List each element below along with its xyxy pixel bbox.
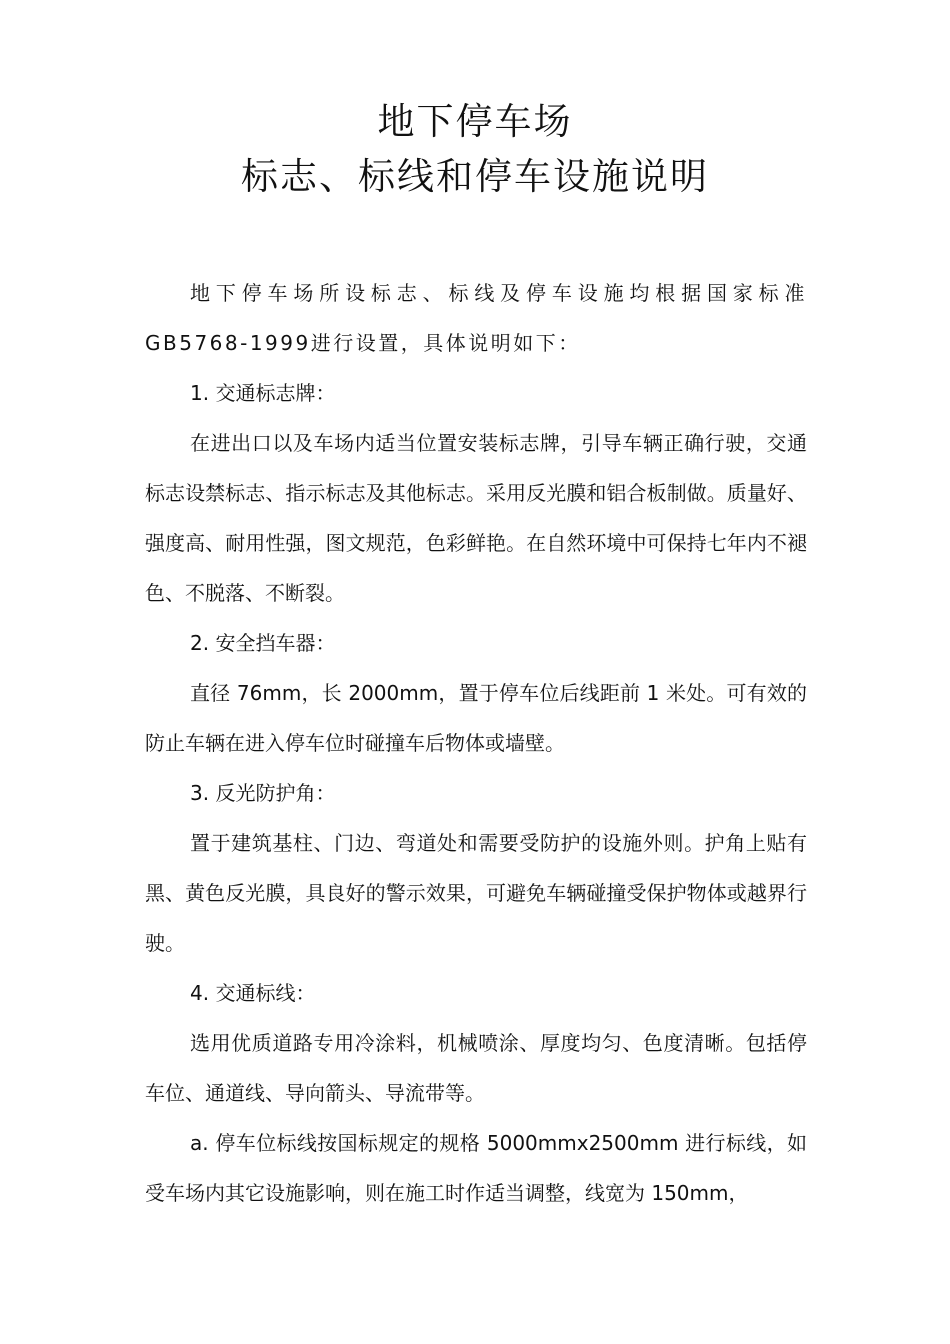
road-markings-paragraph: 选用优质道路专用冷涂料，机械喷涂、厚度均匀、色度清晰。包括停车位、通道线、导向箭头、导流带等。	[145, 1031, 807, 1105]
intro-paragraph: 地下停车场所设标志、标线及停车设施均根据国家标准GB5768-1999进行设置，具体说明如下：	[145, 281, 807, 355]
section-heading-corner-guard: 3. 反光防护角：	[190, 781, 336, 805]
document-body	[145, 268, 807, 1218]
document-title-line1: 地下停车场	[377, 100, 573, 143]
corner-guard-paragraph: 置于建筑基柱、门边、弯道处和需要受防护的设施外则。护角上贴有黑、黄色反光膜，具良好的警示效果，可避免车辆碰撞受保护物体或越界行驶。	[145, 831, 807, 955]
traffic-signs-paragraph: 在进出口以及车场内适当位置安装标志牌，引导车辆正确行驶，交通标志设禁标志、指示标志及其他标志。采用反光膜和铝合板制做。质量好、强度高、耐用性强，图文规范，色彩鲜艳。在自然环境中可保持七年内不褪色、不脱落、不断裂。	[145, 431, 807, 605]
document-title-line2: 标志、标线和停车设施说明	[241, 155, 709, 198]
section-heading-road-markings: 4. 交通标线：	[190, 981, 316, 1005]
section-heading-traffic-signs: 1. 交通标志牌：	[190, 381, 336, 405]
wheel-stopper-paragraph: 直径 76mm，长 2000mm，置于停车位后线距前 1 米处。可有效的防止车辆在进入停车位时碰撞车后物体或墙壁。	[145, 681, 807, 755]
section-heading-wheel-stopper: 2. 安全挡车器：	[190, 631, 336, 655]
parking-space-marking-paragraph: a. 停车位标线按国标规定的规格 5000mmx2500mm 进行标线，如受车场内其它设施影响，则在施工时作适当调整，线宽为 150mm，	[145, 1131, 807, 1205]
